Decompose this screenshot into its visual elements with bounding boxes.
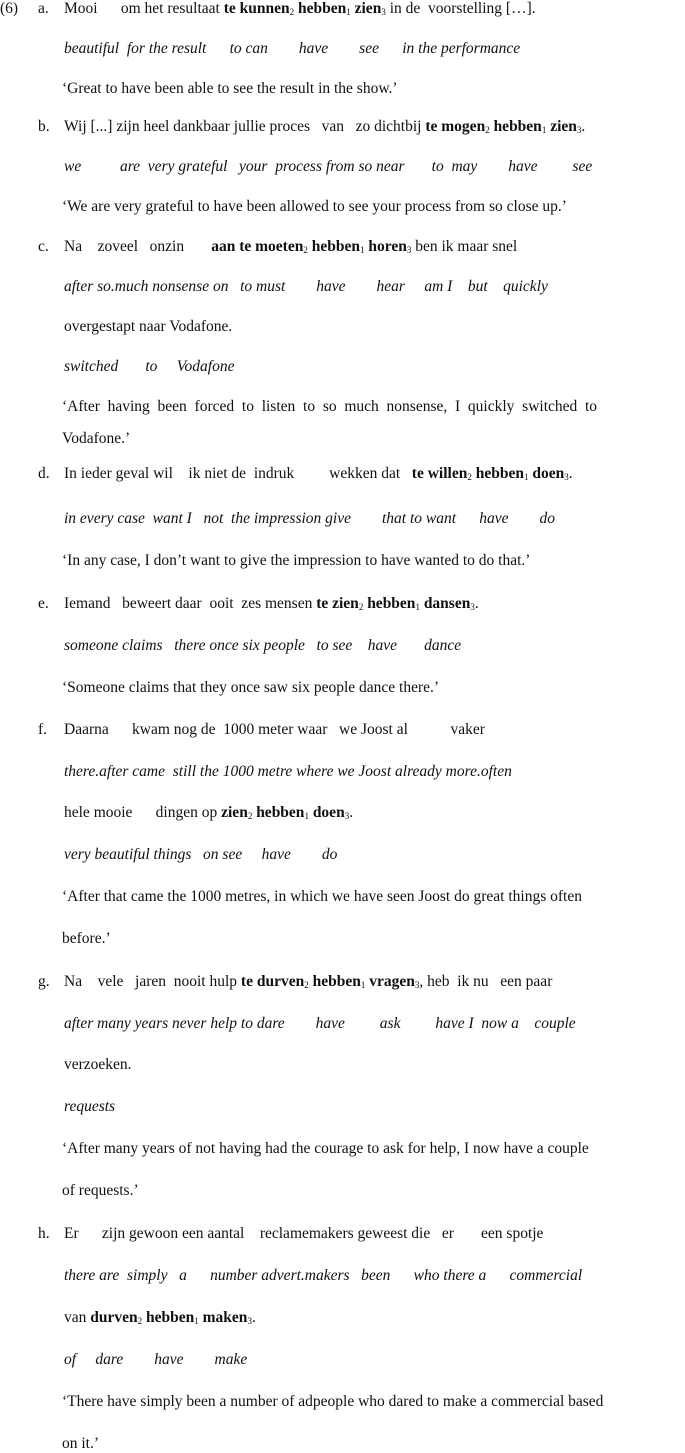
example-label: a. (38, 0, 49, 17)
gloss-line: switched to Vodafone (64, 358, 235, 375)
gloss-line: we are very grateful your process from so near to may have see (64, 158, 593, 175)
gloss-line: of dare have make (64, 1351, 248, 1368)
translation-line: ‘Someone claims that they once saw six people dance there.’ (62, 679, 440, 696)
example-label: f. (38, 721, 48, 738)
example-label: h. (38, 1225, 50, 1242)
translation-line: ‘After that came the 1000 metres, in which we have seen Joost do great things often (62, 888, 582, 905)
source-line: Iemand beweert daar ooit zes mensen te zien$_2$ hebben$_1$ dansen$_3$. (64, 595, 479, 612)
example-label: e. (38, 595, 49, 612)
gloss-line: there.after came still the 1000 metre where we Joost already more.often (64, 763, 512, 780)
example-label: d. (38, 465, 50, 482)
source-line: Er zijn gewoon een aantal reclamemakers geweest die er een spotje (64, 1225, 544, 1242)
gloss-line: very beautiful things on see have do (64, 846, 338, 863)
source-line: Wij [...] zijn heel dankbaar jullie proces van zo dichtbij te mogen$_2$ hebben$_1$ zien$_3$. (64, 118, 586, 135)
example-label: c. (38, 238, 49, 255)
source-line: van durven$_2$ hebben$_1$ maken$_3$. (64, 1309, 256, 1326)
source-line: Daarna kwam nog de 1000 meter waar we Joost al vaker (64, 721, 485, 738)
translation-line: ‘After many years of not having had the courage to ask for help, I now have a couple (62, 1140, 589, 1157)
source-line: In ieder geval wil ik niet de indruk wekken dat te willen$_2$ hebben$_1$ doen$_3$. (64, 465, 573, 482)
translation-line: ‘We are very grateful to have been allowed to see your process from so close up.’ (62, 198, 567, 215)
translation-line: on it.’ (62, 1435, 100, 1452)
source-line: Mooi om het resultaat te kunnen$_2$ hebben$_1$ zien$_3$ in de voorstelling […]. (64, 0, 536, 17)
gloss-line: there are simply a number advert.makers been who there a commercial (64, 1267, 583, 1284)
gloss-line: in every case want I not the impression give that to want have do (64, 510, 556, 527)
translation-line: Vodafone.’ (62, 430, 131, 447)
source-line: hele mooie dingen op zien$_2$ hebben$_1$ doen$_3$. (64, 804, 354, 821)
source-line: Na zoveel onzin aan te moeten$_2$ hebben$_1$ horen$_3$ ben ik maar snel (64, 238, 518, 255)
example-label: b. (38, 118, 50, 135)
translation-line: ‘After having been forced to listen to so much nonsense, I quickly switched to (62, 398, 598, 415)
example-label: g. (38, 973, 50, 990)
source-line: Na vele jaren nooit hulp te durven$_2$ hebben$_1$ vragen$_3$, heb ik nu een paar (64, 973, 553, 990)
translation-line: before.’ (62, 930, 111, 947)
gloss-line: after so.much nonsense on to must have hear am I but quickly (64, 278, 548, 295)
gloss-line: beautiful for the result to can have see in the performance (64, 40, 521, 57)
translation-line: of requests.’ (62, 1182, 139, 1199)
gloss-line: someone claims there once six people to see have dance (64, 637, 462, 654)
source-line: overgestapt naar Vodafone. (64, 318, 233, 335)
translation-line: ‘In any case, I don’t want to give the impression to have wanted to do that.’ (62, 552, 531, 569)
gloss-line: after many years never help to dare have ask have I now a couple (64, 1015, 576, 1032)
source-line: verzoeken. (64, 1056, 132, 1073)
translation-line: ‘Great to have been able to see the result in the show.’ (62, 80, 398, 97)
example-number: (6) (0, 0, 19, 17)
gloss-line: requests (64, 1098, 116, 1115)
translation-line: ‘There have simply been a number of adpeople who dared to make a commercial based (62, 1393, 604, 1410)
